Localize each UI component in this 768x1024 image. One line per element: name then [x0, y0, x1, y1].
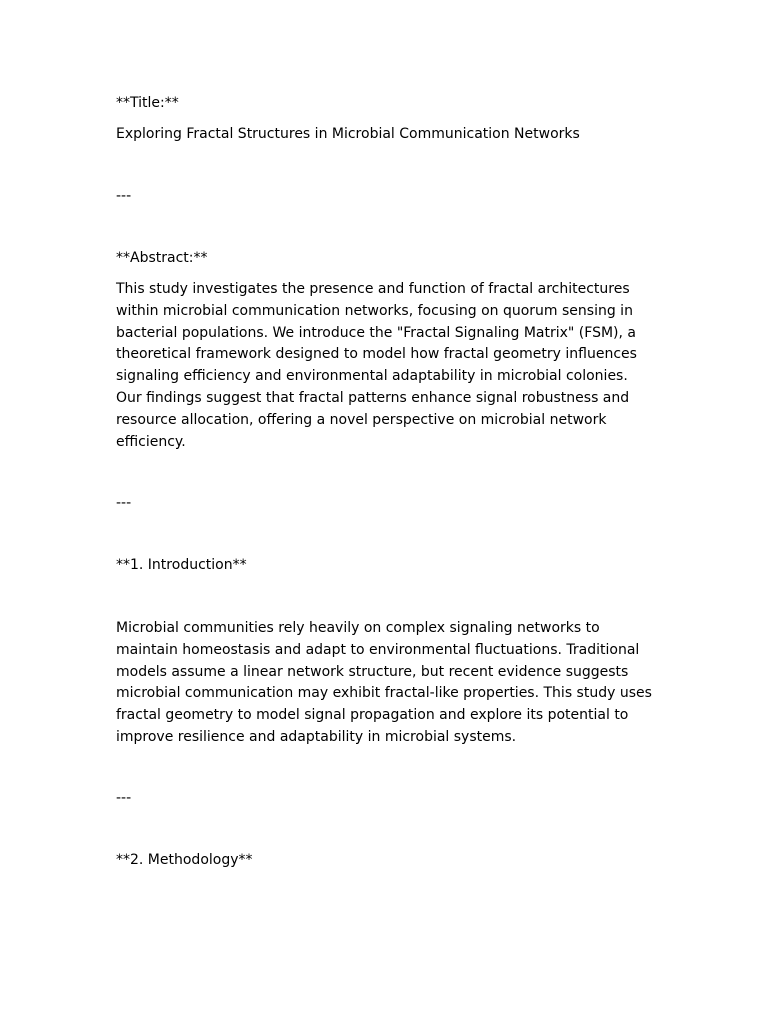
paper-title: Exploring Fractal Structures in Microbial Communication Networks — [116, 126, 580, 142]
abstract-paragraph: This study investigates the presence and function of fractal architectures within microbial communication networks, focusing on quorum sensing in bacterial populations. We introduce the "Fractal Signaling Matrix" (FSM), a theoretical framework designed to model how fractal geometry influences signaling efficiency and environmental adaptability in microbial colonies. Our findings suggest that fractal patterns enhance signal robustness and resource allocation, offering a novel perspective on microbial network efficiency. — [116, 281, 637, 450]
abstract-label: **Abstract:** — [116, 250, 208, 266]
separator: --- — [116, 790, 132, 806]
methodology-heading: **2. Methodology** — [116, 852, 253, 868]
title-label: **Title:** — [116, 95, 179, 111]
separator: --- — [116, 188, 132, 204]
introduction-heading: **1. Introduction** — [116, 557, 247, 573]
introduction-paragraph: Microbial communities rely heavily on complex signaling networks to maintain homeostasis and adapt to environmental fluctuations. Traditional models assume a linear network structure, but recent evidence suggests microbial communication may exhibit fractal-like properties. This study uses fractal geometry to model signal propagation and explore its potential to improve resilience and adaptability in microbial systems. — [116, 620, 652, 745]
separator: --- — [116, 495, 132, 511]
